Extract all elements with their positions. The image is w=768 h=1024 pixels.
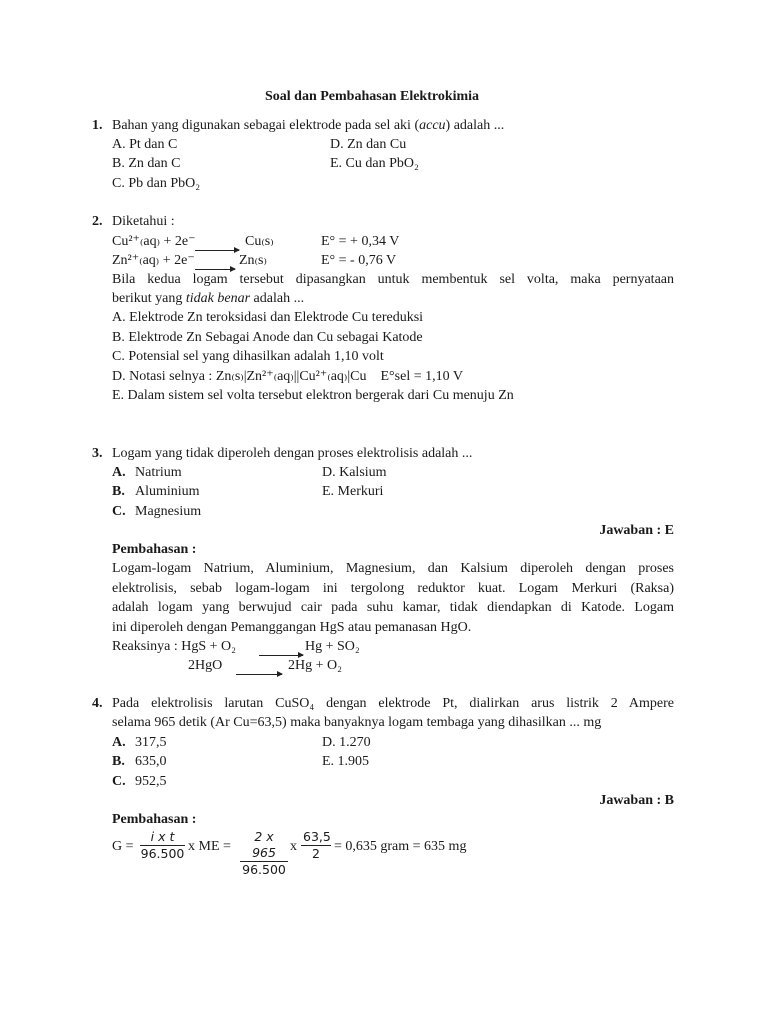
q2-option-b: B. Elektrode Zn Sebagai Anode dan Cu sebagai Katode: [112, 330, 423, 345]
q2-reaction-1-right: Cu₍s₎: [245, 234, 274, 249]
q3-reaction-2-arrow: [236, 674, 282, 675]
q3-option-c: Magnesium: [135, 504, 202, 519]
q2-option-c: C. Potensial sel yang dihasilkan adalah 1,10 volt: [112, 349, 384, 364]
q3-discussion-line-2: elektrolisis, sebab logam-logam ini tergolong reduktor kuat. Logam Merkuri (Raksa): [112, 581, 674, 596]
q4-option-b: 635,0: [135, 754, 167, 769]
q1-option-b: B. Zn dan C: [112, 156, 181, 171]
q4-option-c: 952,5: [135, 774, 167, 789]
q1-option-d: D. Zn dan Cu: [330, 137, 407, 152]
q2-option-e: E. Dalam sistem sel volta tersebut elektron bergerak dari Cu menuju Zn: [112, 388, 514, 403]
formula-fraction-3: [301, 829, 331, 862]
q1-option-a: A. Pt dan C: [112, 137, 178, 152]
question-4-number: 4.: [92, 696, 103, 711]
fraction-3-numerator: 63,5: [303, 829, 331, 844]
q2-reaction-2-left: Zn²⁺₍aq₎ + 2e⁻: [112, 253, 195, 268]
q2-reaction-1-arrow: [195, 250, 239, 251]
formula-fraction-2: [240, 829, 288, 878]
q3-answer: Jawaban : E: [599, 523, 674, 538]
q4-option-d: D. 1.270: [322, 735, 371, 750]
q3-option-b: Aluminium: [135, 484, 200, 499]
question-3-text: Logam yang tidak diperoleh dengan proses elektrolisis adalah ...: [112, 446, 473, 461]
q2-known-label: Diketahui :: [112, 214, 175, 229]
q3-option-c-label: C.: [112, 504, 126, 519]
formula-me: x ME =: [188, 839, 231, 854]
q2-reaction-1-left: Cu²⁺₍aq₎ + 2e⁻: [112, 234, 196, 249]
q4-option-a-label: A.: [112, 735, 126, 750]
formula-fraction-1: [140, 829, 185, 862]
q3-option-a-label: A.: [112, 465, 126, 480]
q4-answer: Jawaban : B: [599, 793, 674, 808]
q3-reaction-1-right: Hg + SO₂: [305, 639, 360, 654]
fraction-2-denominator: 96.500: [242, 862, 286, 877]
q2-text-line-2: berikut yang tidak benar adalah ...: [112, 291, 305, 306]
question-4-line-1: Pada elektrolisis larutan CuSO₄ dengan elektrode Pt, dialirkan arus listrik 2 Ampere: [112, 696, 674, 711]
q3-option-a: Natrium: [135, 465, 182, 480]
question-2-number: 2.: [92, 214, 103, 229]
q2-text-line-1: Bila kedua logam tersebut dipasangkan untuk membentuk sel volta, maka pernyataan: [112, 272, 674, 287]
q2-reaction-2-arrow: [195, 269, 235, 270]
question-3-number: 3.: [92, 446, 103, 461]
q1-option-e: E. Cu dan PbO₂: [330, 156, 419, 171]
formula-times: x: [290, 839, 297, 854]
fraction-3-denominator: 2: [312, 846, 320, 861]
q3-discussion-line-4: ini diperoleh dengan Pemanggangan HgS atau pemanasan HgO.: [112, 620, 472, 635]
q4-option-e: E. 1.905: [322, 754, 370, 769]
question-4-line-2: selama 965 detik (Ar Cu=63,5) maka banyaknya logam tembaga yang dihasilkan ... mg: [112, 715, 602, 730]
q4-option-b-label: B.: [112, 754, 125, 769]
q2-reaction-2-right: Zn₍s₎: [239, 253, 267, 268]
fraction-1-numerator: i x t: [140, 829, 185, 846]
q2-option-d: D. Notasi selnya : Zn₍s₎|Zn²⁺₍aq₎||Cu²⁺₍aq₎|Cu E°sel = 1,10 V: [112, 369, 463, 384]
q3-reaction-2-left: 2HgO: [188, 658, 223, 673]
q4-option-c-label: C.: [112, 774, 126, 789]
q3-discussion-line-3: adalah logam yang berwujud cair pada suhu kamar, tidak diendapkan di Katode. Logam: [112, 600, 674, 615]
formula-result: = 0,635 gram = 635 mg: [334, 839, 467, 854]
q3-reaction-1-arrow: [259, 655, 303, 656]
q4-discussion-title: Pembahasan :: [112, 812, 197, 827]
fraction-1-denominator: 96.500: [140, 846, 185, 861]
q3-reaction-1-left: Reaksinya : HgS + O₂: [112, 639, 236, 654]
question-1-text: Bahan yang digunakan sebagai elektrode pada sel aki (accu) adalah ...: [112, 118, 505, 133]
q3-discussion-line-1: Logam-logam Natrium, Aluminium, Magnesium, dan Kalsium diperoleh dengan proses: [112, 561, 674, 576]
q2-option-a: A. Elektrode Zn teroksidasi dan Elektrode Cu tereduksi: [112, 310, 424, 325]
q3-option-b-label: B.: [112, 484, 125, 499]
q1-option-c: C. Pb dan PbO₂: [112, 176, 201, 191]
q4-option-a: 317,5: [135, 735, 167, 750]
fraction-2-numerator: 2 x 965: [240, 829, 288, 862]
q3-discussion-title: Pembahasan :: [112, 542, 197, 557]
q3-option-d: D. Kalsium: [322, 465, 387, 480]
q2-reaction-2-potential: E° = - 0,76 V: [321, 253, 397, 268]
formula-g: G =: [112, 839, 134, 854]
question-1-number: 1.: [92, 118, 103, 133]
q3-reaction-2-right: 2Hg + O₂: [288, 658, 342, 673]
q3-option-e: E. Merkuri: [322, 484, 384, 499]
page-title: Soal dan Pembahasan Elektrokimia: [265, 89, 480, 104]
q2-reaction-1-potential: E° = + 0,34 V: [321, 234, 400, 249]
